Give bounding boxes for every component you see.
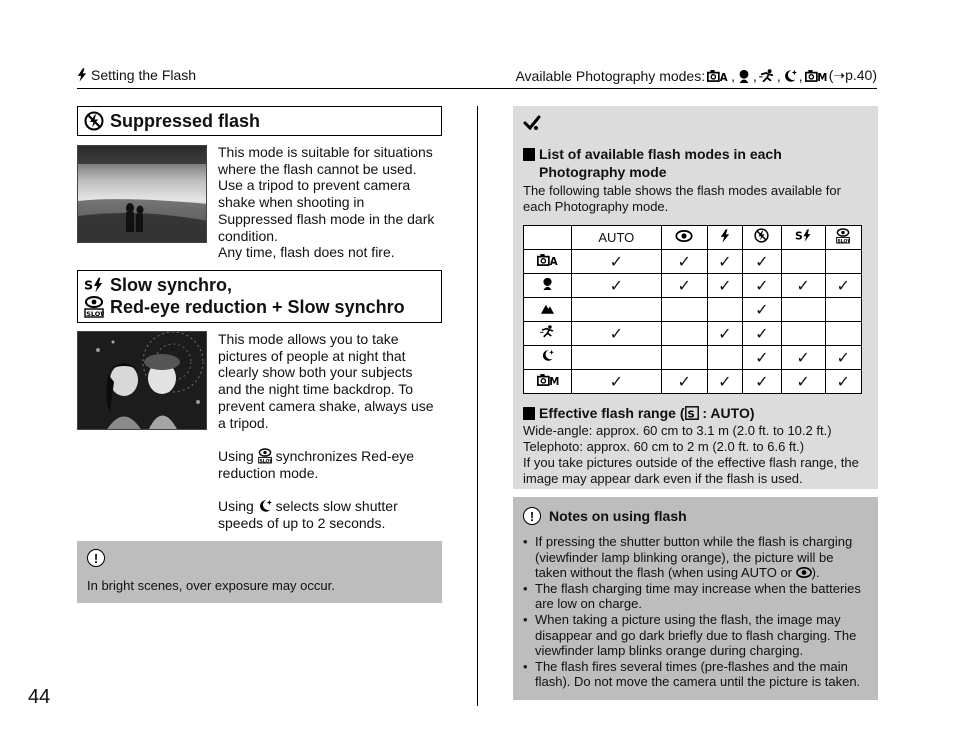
column-redeye	[661, 226, 707, 250]
auto-flash-icon	[685, 406, 699, 420]
text-line: speeds of up to 2 seconds.	[218, 514, 386, 531]
effective-range-heading	[523, 404, 868, 422]
text-line: • The flash fires several times (pre-flashes and the main	[535, 658, 848, 674]
redeye-slow-icon	[836, 228, 850, 244]
text-line: pictures of people at night that	[218, 347, 406, 364]
text-line: This mode is suitable for situations	[218, 144, 433, 160]
night-portrait-photo	[77, 331, 207, 430]
night-usage-line	[218, 498, 444, 515]
night-icon	[541, 349, 554, 362]
text-line: each Photography mode.	[523, 199, 669, 214]
heading-fragment: : AUTO)	[698, 405, 755, 421]
empty-cell	[572, 346, 662, 370]
empty-cell	[661, 346, 707, 370]
check-mark: ✓	[677, 252, 691, 271]
separator: ,	[798, 67, 803, 84]
text-fragment: ).	[811, 565, 820, 581]
text-line: This mode allows you to take	[218, 331, 399, 347]
column-auto	[572, 226, 662, 250]
separator: ,	[731, 67, 736, 84]
heading-text	[539, 145, 782, 181]
check-cell	[825, 274, 862, 298]
check-mark: ✓	[755, 252, 769, 271]
text-fragment: Using	[218, 498, 258, 514]
check-mark: ✓	[609, 372, 624, 391]
beach-photo-image	[78, 146, 207, 243]
text-fragment: selects slow shutter	[271, 498, 398, 514]
sports-icon	[540, 325, 555, 338]
mode-cell	[524, 274, 572, 298]
text-fragment: synchronizes Red-eye	[271, 447, 415, 464]
page-number: 44	[28, 686, 51, 708]
table-row	[524, 346, 862, 370]
slow-synchro-title	[77, 270, 442, 323]
landscape-icon	[541, 302, 554, 314]
empty-cell	[661, 322, 707, 346]
available-modes-label: Available Photography modes:	[515, 67, 706, 84]
suppressed-flash-description	[218, 144, 444, 261]
empty-cell	[661, 298, 707, 322]
check-cell	[825, 370, 862, 394]
table-row	[524, 298, 862, 322]
table-body	[524, 250, 862, 394]
flash-modes-list-heading	[523, 145, 868, 181]
table-corner-cell	[524, 226, 572, 250]
slow-synchro-description	[218, 331, 444, 531]
text-line: reduction mode.	[218, 464, 319, 481]
camera-auto-icon	[707, 69, 729, 83]
caution-icon: !	[523, 507, 541, 525]
check-cell	[661, 274, 707, 298]
check-cell	[742, 322, 781, 346]
text-line: disappear and go dark briefly due to flash charging. The	[535, 627, 857, 643]
separator: ,	[776, 67, 781, 84]
suppressed-flash-title	[77, 106, 442, 136]
slow-synchro-heading: Slow synchro,	[110, 275, 233, 295]
redeye-slow-heading: Red-eye reduction + Slow synchro	[110, 297, 405, 317]
text-line: prevent camera shake, always use	[218, 397, 434, 414]
text-line: a tripod.	[218, 414, 269, 431]
list-item	[523, 534, 868, 581]
check-mark: ✓	[755, 276, 769, 295]
text-line: • When taking a picture using the flash, the image may	[535, 611, 841, 627]
check-mark: ✓	[755, 372, 769, 391]
running-header-left	[77, 67, 196, 83]
check-mark: ✓	[755, 324, 769, 343]
flash-mode-table	[523, 225, 862, 394]
flash-table-intro	[523, 183, 868, 215]
bullet-square	[523, 407, 535, 420]
mode-cell	[524, 370, 572, 394]
redeye-slow-icon	[258, 448, 272, 464]
caution-text: In bright scenes, over exposure may occur.	[87, 577, 335, 593]
caution-box	[77, 541, 442, 603]
text-fragment: taken without the flash (when using AUTO or	[535, 565, 796, 581]
redeye-usage-line	[218, 448, 444, 465]
check-cell	[707, 370, 742, 394]
suppressed-flash-heading: Suppressed flash	[110, 111, 261, 131]
column-suppressed	[742, 226, 781, 250]
column-divider	[477, 106, 478, 706]
mode-cell	[524, 346, 572, 370]
beach-photo	[77, 145, 207, 243]
text-line	[535, 565, 868, 581]
check-cell	[742, 250, 781, 274]
check-mark: ✓	[755, 348, 769, 367]
text-line: flash). Do not move the camera until the picture is taken.	[535, 674, 861, 690]
check-cell	[707, 274, 742, 298]
check-mark: ✓	[609, 324, 624, 343]
check-mark: ✓	[755, 300, 769, 319]
check-mark: ✓	[609, 252, 624, 271]
heading-line: Photography mode	[539, 164, 667, 180]
night-icon	[783, 69, 797, 83]
night-portrait-image	[78, 332, 207, 430]
check-mark: ✓	[796, 348, 810, 367]
check-mark: ✓	[796, 372, 810, 391]
check-cell	[781, 370, 825, 394]
check-cell	[661, 370, 707, 394]
table-row	[524, 322, 862, 346]
text-line: Use a tripod to prevent camera	[218, 177, 411, 194]
notes-title: Notes on using flash	[549, 508, 687, 524]
heading-text	[539, 404, 755, 422]
text-line: Telephoto: approx. 60 cm to 2 m (2.0 ft. to 6.6 ft.)	[523, 439, 805, 454]
check-cell	[742, 274, 781, 298]
empty-cell	[707, 298, 742, 322]
text-fragment: Using	[218, 447, 258, 464]
list-item	[523, 581, 868, 612]
redeye-slow-icon	[84, 296, 104, 318]
table-row	[524, 274, 862, 298]
check-cell	[572, 250, 662, 274]
suppressed-flash-icon	[84, 111, 104, 131]
check-mark: ✓	[836, 348, 850, 367]
check-cell	[825, 346, 862, 370]
check-mark: ✓	[836, 276, 850, 295]
notes-box	[513, 497, 878, 700]
text-line: are low on charge.	[535, 596, 642, 612]
check-cell	[742, 346, 781, 370]
slow-synchro-icon	[84, 277, 104, 293]
check-mark: ✓	[718, 324, 732, 343]
separator: ,	[753, 67, 757, 84]
text-line: clearly show both your subjects	[218, 364, 413, 381]
text-line: shake when shooting in	[218, 194, 365, 211]
check-mark: ✓	[677, 276, 691, 295]
heading-line: List of available flash modes in each	[539, 146, 782, 162]
text-line: (viewfinder lamp blinking orange), the picture will be	[535, 549, 834, 565]
table-row	[524, 250, 862, 274]
svg-text:S: S	[687, 409, 695, 420]
section-name: Setting the Flash	[91, 67, 197, 83]
check-mark: ✓	[718, 276, 732, 295]
check-cell	[572, 370, 662, 394]
check-mark: ✓	[718, 372, 732, 391]
text-line: condition.	[218, 227, 278, 244]
check-mark: ✓	[609, 276, 624, 295]
check-cell	[742, 370, 781, 394]
auto-label: AUTO	[598, 229, 635, 245]
sports-icon	[759, 69, 775, 83]
column-slow-synchro	[781, 226, 825, 250]
text-line: • If pressing the shutter button while the flash is charging	[535, 534, 853, 549]
empty-cell	[825, 250, 862, 274]
heading-fragment: Effective flash range (	[539, 405, 685, 421]
night-icon	[258, 499, 272, 513]
redeye-icon	[675, 230, 693, 242]
check-mark: ✓	[796, 276, 810, 295]
mode-cell	[524, 250, 572, 274]
check-cell	[707, 322, 742, 346]
camera-manual-icon	[537, 373, 559, 387]
bullet-square	[523, 148, 535, 161]
mode-cell	[524, 298, 572, 322]
text-line: Any time, flash does not fire.	[218, 244, 395, 261]
check-mark: ✓	[677, 372, 691, 391]
column-redeye-slow	[825, 226, 862, 250]
flash-icon	[77, 68, 87, 82]
caution-icon: !	[87, 549, 105, 567]
text-line: image may appear dark even if the flash is used.	[523, 471, 803, 486]
text-line: If you take pictures outside of the effective flash range, the	[523, 455, 859, 470]
suppressed-flash-icon	[754, 228, 769, 243]
table-row	[524, 370, 862, 394]
check-mark: ✓	[836, 372, 850, 391]
notes-list	[523, 534, 868, 690]
check-mark: ✓	[718, 252, 732, 271]
portrait-icon	[737, 69, 751, 83]
empty-cell	[781, 298, 825, 322]
flash-icon	[720, 229, 730, 243]
check-cell	[661, 250, 707, 274]
memo-icon	[523, 114, 541, 132]
empty-cell	[825, 322, 862, 346]
portrait-icon	[541, 277, 554, 290]
slow-synchro-icon	[795, 229, 812, 242]
memo-box	[513, 106, 878, 489]
effective-range-text	[523, 423, 868, 487]
table-header-row	[524, 226, 862, 250]
camera-manual-icon	[805, 69, 827, 83]
empty-cell	[781, 250, 825, 274]
check-cell	[707, 250, 742, 274]
text-line: where the flash cannot be used.	[218, 160, 417, 177]
text-line: The following table shows the flash modes available for	[523, 183, 841, 198]
empty-cell	[825, 298, 862, 322]
list-item	[523, 659, 868, 690]
camera-auto-icon	[537, 253, 559, 267]
column-flash	[707, 226, 742, 250]
empty-cell	[572, 298, 662, 322]
text-line: Wide-angle: approx. 60 cm to 3.1 m (2.0 ft. to 10.2 ft.)	[523, 423, 832, 438]
header-rule	[77, 88, 877, 89]
empty-cell	[707, 346, 742, 370]
text-line: • The flash charging time may increase when the batteries	[535, 580, 861, 596]
list-item	[523, 612, 868, 659]
check-cell	[572, 322, 662, 346]
mode-cell	[524, 322, 572, 346]
text-line: viewfinder lamp blinks orange during charging.	[535, 643, 804, 659]
check-cell	[781, 274, 825, 298]
check-cell	[572, 274, 662, 298]
check-cell	[742, 298, 781, 322]
text-line: Suppressed flash mode in the dark	[218, 210, 435, 227]
text-line: and the night time backdrop. To	[218, 381, 414, 398]
redeye-icon	[796, 567, 812, 578]
empty-cell	[781, 322, 825, 346]
check-cell	[781, 346, 825, 370]
page-reference: (➝p.40)	[828, 67, 877, 83]
notes-header	[523, 507, 868, 525]
running-header-right	[515, 67, 877, 84]
